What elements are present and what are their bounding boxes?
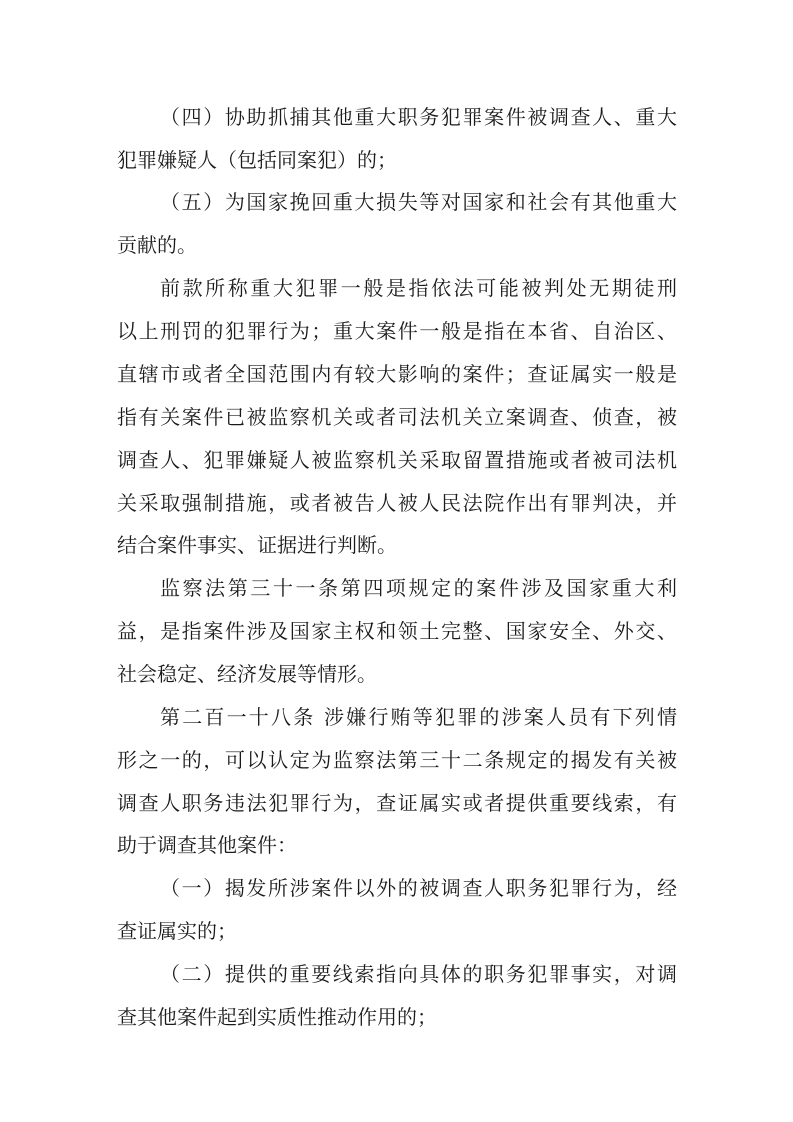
text-line: （五）为国家挽回重大损失等对国家和社会有其他重大 [160,190,677,214]
text-line: 调查人、犯罪嫌疑人被监察机关采取留置措施或者被司法机 [117,448,677,472]
text-line: 形之一的，可以认定为监察法第三十二条规定的揭发有关被 [117,748,677,772]
text-line: 益，是指案件涉及国家主权和领土完整、国家安全、外交、 [117,619,677,643]
text-line: 直辖市或者全国范围内有较大影响的案件；查证属实一般是 [117,362,677,386]
text-line: 监察法第三十一条第四项规定的案件涉及国家重大利 [160,576,677,600]
text-line: 查证属实的； [117,919,237,943]
text-line: （二）提供的重要线索指向具体的职务犯罪事实，对调 [160,962,677,986]
text-line: 犯罪嫌疑人（包括同案犯）的； [117,148,397,172]
text-line: 结合案件事实、证据进行判断。 [117,533,397,557]
text-line: 贡献的。 [117,233,197,257]
text-line: 查其他案件起到实质性推动作用的； [117,1005,437,1029]
text-line: 调查人职务违法犯罪行为，查证属实或者提供重要线索，有 [117,791,677,815]
text-line: （四）协助抓捕其他重大职务犯罪案件被调查人、重大 [160,105,677,129]
text-line: （一）揭发所涉案件以外的被调查人职务犯罪行为，经 [160,876,677,900]
text-line: 以上刑罚的犯罪行为；重大案件一般是指在本省、自治区、 [117,319,677,343]
text-line: 指有关案件已被监察机关或者司法机关立案调查、侦查，被 [117,405,677,429]
text-line: 助于调查其他案件： [117,833,297,857]
text-line: 前款所称重大犯罪一般是指依法可能被判处无期徒刑 [160,276,677,300]
text-line: 关采取强制措施，或者被告人被人民法院作出有罪判决，并 [117,491,677,515]
text-line: 社会稳定、经济发展等情形。 [117,662,377,686]
text-line: 第二百一十八条 涉嫌行贿等犯罪的涉案人员有下列情 [160,705,677,729]
